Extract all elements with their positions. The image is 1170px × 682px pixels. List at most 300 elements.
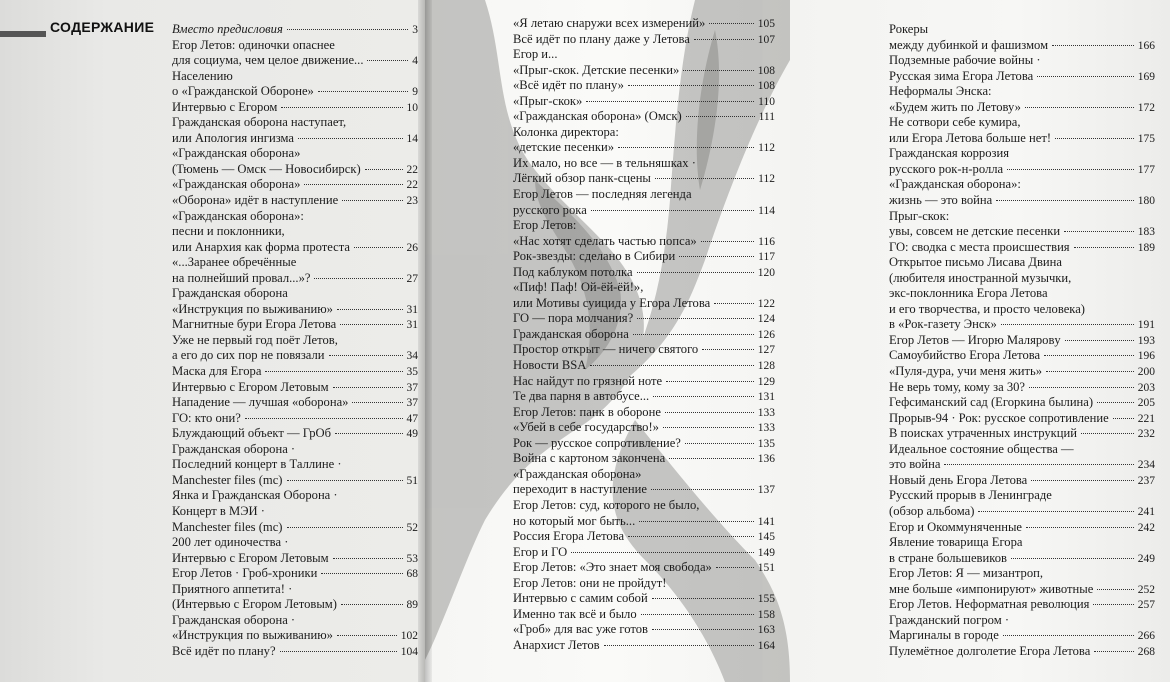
toc-entry [172,426,418,442]
toc-entry [172,395,418,411]
dot-leader [683,70,753,71]
toc-entry-title: Русская зима Егора Летова [889,68,1034,83]
dot-leader [1037,76,1134,77]
toc-entry-title: Анархист Летов [513,637,600,652]
toc-page-number: 4 [412,55,418,68]
dot-leader [1097,589,1133,590]
toc-entry-title: Егор Летов — последняя легенда [513,187,692,202]
toc-entry-title: Их мало, но все — в тельняшках · [513,155,696,170]
toc-entry [172,146,418,177]
toc-entry [172,566,418,582]
toc-entry-title: Гражданский погром · [889,612,1010,627]
toc-entry-title: Война с картоном закончена [513,451,666,466]
dot-leader [287,29,408,30]
toc-page-number: 200 [1137,366,1155,379]
toc-entry-title: «Нас хотят сделать частью попса» [513,233,697,248]
toc-entry-title: «Пуля-дура, учи меня жить» [889,364,1043,379]
toc-entry [889,115,1155,146]
toc-entry [889,380,1155,396]
toc-entry-title: Manchester files (mc) [172,519,283,534]
toc-entry-title: Гражданская коррозия [889,146,1010,161]
toc-title: СОДЕРЖАНИЕ [50,19,155,35]
dot-leader [298,138,403,139]
toc-entry-title: «Прыг-скок» [513,93,583,108]
toc-entry [513,622,775,638]
toc-entry-title: Егор и ГО [513,544,568,559]
dot-leader [669,458,754,459]
toc-entry [513,389,775,405]
toc-entry-title: русского рок-н-ролла [889,161,1004,176]
toc-entry-title: Гражданская оборона наступает, [172,115,347,130]
toc-entry-title: Вместо предисловия [172,22,283,36]
toc-entry [513,187,775,218]
toc-entry-title: Егор Летов: панк в обороне [513,404,661,419]
toc-entry [513,529,775,545]
toc-entry-title: ГО: кто они? [172,410,241,425]
toc-page-number: 193 [1137,334,1155,347]
dot-leader [304,184,402,185]
toc-entry-title: «Оборона» идёт в наступление [172,193,339,208]
toc-entry [172,535,418,566]
toc-page-number: 116 [758,235,775,248]
toc-entry-title: Егор Летов: [513,218,577,233]
toc-page-number: 252 [1137,583,1155,596]
toc-entry [172,488,418,535]
toc-entry-title: Егор и Окоммуняченные [889,519,1023,534]
dot-leader [314,278,402,279]
toc-page-number: 127 [757,344,775,357]
toc-page-number: 22 [406,179,418,192]
toc-entry [889,53,1155,84]
toc-entry [889,473,1155,489]
toc-page-number: 242 [1137,521,1155,534]
toc-page-number: 105 [757,18,775,30]
toc-entry-title: «Убей в себе государство!» [513,420,659,435]
toc-entry-title: Егор Летов: «Это знает моя свобода» [513,560,712,575]
toc-page-number: 175 [1137,132,1155,145]
toc-page-number: 108 [757,64,775,77]
dot-leader [639,521,754,522]
toc-entry-title: песни и поклонники, [172,224,285,239]
toc-entry [513,467,775,498]
toc-entry [172,286,418,317]
dot-leader [281,107,402,108]
dot-leader [652,598,754,599]
toc-page-number: 108 [757,80,775,93]
dot-leader [337,635,397,636]
toc-page-number: 131 [757,391,775,404]
toc-entry [513,327,775,343]
dot-leader [245,418,403,419]
toc-page-number: 26 [406,241,418,254]
toc-entry-title: Интервью с Егором [172,99,278,114]
toc-page-number: 126 [757,328,775,341]
toc-entry [513,47,775,78]
toc-page-number: 31 [406,303,418,316]
dot-leader [571,552,754,553]
toc-page-number: 124 [757,313,775,326]
toc-entry [889,535,1155,566]
toc-page-number: 111 [758,111,775,124]
toc-entry-title: Гражданская оборона [172,286,288,301]
toc-entry [889,488,1155,519]
toc-entry [172,582,418,613]
dot-leader [653,396,754,397]
toc-page-number: 102 [400,630,418,643]
toc-page-number: 163 [757,624,775,637]
dot-leader [352,402,402,403]
toc-entry-title: «Гражданская оборона»: [889,177,1021,192]
toc-entry-title: «Гроб» для вас уже готов [513,622,648,637]
toc-entry-title: Колонка директора: [513,124,619,139]
toc-entry [513,607,775,623]
toc-entry-title: В поисках утраченных инструкций [889,426,1078,441]
toc-page-number: 10 [406,101,418,114]
toc-entry-title: Не сотвори себе кумира, [889,115,1021,130]
toc-entry-title: между дубинкой и фашизмом [889,37,1049,52]
toc-entry-title: Самоубийство Егора Летова [889,348,1041,363]
toc-entry-title: о «Гражданской Обороне» [172,84,314,99]
toc-entry [889,566,1155,597]
toc-entry-title: или Анархия как форма протеста [172,239,350,254]
toc-entry [513,342,775,358]
toc-entry [513,109,775,125]
dot-leader [1029,387,1134,388]
toc-entry-title: Егор Летов: они не пройдут! [513,575,667,590]
dot-leader [655,178,754,179]
toc-column-left [172,22,418,659]
toc-page-number: 37 [406,381,418,394]
toc-entry [513,405,775,421]
toc-entry [889,644,1155,660]
toc-entry [513,218,775,249]
dot-leader [716,567,754,568]
toc-page-number: 232 [1137,428,1155,441]
toc-entry-title: Приятного аппетита! · [172,581,293,596]
toc-page-number: 52 [406,521,418,534]
toc-entry [172,38,418,69]
dot-leader [1081,433,1134,434]
toc-entry-title: Явление товарища Егора [889,535,1023,550]
dot-leader [637,318,754,319]
toc-entry-title: ГО: сводка с места происшествия [889,239,1070,254]
toc-entry-title: Рок — русское сопротивление? [513,435,681,450]
toc-entry-title: а его до сих пор не повязали [172,348,325,363]
toc-entry-title: мне больше «импонируют» животные [889,581,1094,596]
dot-leader [663,427,754,428]
dot-leader [1074,247,1134,248]
dot-leader [1007,169,1134,170]
toc-entry-title: жизнь — это война [889,193,993,208]
toc-entry [513,249,775,265]
dot-leader [701,241,754,242]
dot-leader [665,412,754,413]
toc-entry-title: Гражданская оборона · [172,441,296,456]
toc-entry-title: Янка и Гражданская Оборона · [172,488,338,503]
toc-page-number: 27 [406,272,418,285]
dot-leader [604,645,754,646]
toc-page-number: 49 [406,428,418,441]
toc-entry [889,84,1155,115]
toc-entry-title: «Гражданская оборона» (Омск) [513,109,682,124]
toc-page-number: 241 [1137,505,1155,518]
toc-entry-title: Егор Летов · Гроб-хроники [172,566,318,581]
toc-entry-title: Магнитные бури Егора Летова [172,317,337,332]
dot-leader [591,210,754,211]
dot-leader [1055,138,1134,139]
toc-entry [172,100,418,116]
dot-leader [714,303,754,304]
dot-leader [1001,324,1134,325]
toc-entry [513,358,775,374]
toc-entry-title: Рок-звезды: сделано в Сибири [513,249,676,264]
toc-entry-title: Уже не первый год поёт Летов, [172,332,338,347]
toc-entry [513,16,775,32]
toc-entry [172,613,418,644]
toc-page-number: 169 [1137,70,1155,83]
toc-entry-title: Лёгкий обзор панк-сцены [513,171,651,186]
toc-page-number: 172 [1137,101,1155,114]
toc-page-number: 129 [757,375,775,388]
toc-page-number: 234 [1137,459,1155,472]
toc-entry [513,311,775,327]
toc-page-number: 191 [1137,319,1155,332]
dot-leader [287,480,403,481]
dot-leader [1052,45,1134,46]
toc-page-number: 145 [757,531,775,544]
toc-page-number: 266 [1137,630,1155,643]
toc-page-number: 149 [757,546,775,559]
toc-entry [172,255,418,286]
dot-leader [342,200,402,201]
toc-entry-title: Неформалы Энска: [889,84,992,99]
toc-entry [513,32,775,48]
toc-entry-title: Нападение — лучшая «оборона» [172,395,349,410]
toc-page-number: 237 [1137,474,1155,487]
dot-leader [628,536,754,537]
toc-page-number: 22 [406,163,418,176]
toc-entry-title: «детские песенки» [513,140,615,155]
toc-page-number: 249 [1137,552,1155,565]
dot-leader [1097,402,1134,403]
toc-entry [172,411,418,427]
toc-entry-title: Manchester files (mc) [172,472,283,487]
toc-column-right [889,22,1155,659]
toc-entry [513,451,775,467]
dot-leader [335,433,402,434]
dot-leader [365,169,403,170]
toc-page-number: 155 [757,593,775,606]
toc-page-number: 68 [406,568,418,581]
dot-leader [318,91,408,92]
toc-entry [172,69,418,100]
toc-entry-title: экс-поклонника Егора Летова [889,286,1048,301]
toc-page-number: 47 [406,412,418,425]
toc-page-number: 183 [1137,226,1155,239]
dot-leader [1031,480,1134,481]
toc-entry-title: увы, совсем не детские песенки [889,224,1061,239]
dot-leader [978,511,1133,512]
toc-page-number: 203 [1137,381,1155,394]
toc-entry [889,442,1155,473]
toc-entry [889,411,1155,427]
toc-page-number: 117 [758,251,775,264]
dot-leader [333,387,403,388]
toc-page-number: 110 [758,95,775,108]
toc-entry [513,420,775,436]
toc-entry-title: русского рока [513,202,587,217]
toc-entry-title: Егор и... [513,47,558,62]
toc-entry-title: Интервью с самим собой [513,591,648,606]
toc-entry-title: Русский прорыв в Ленинграде [889,488,1052,503]
toc-entry [172,380,418,396]
dot-leader [686,116,755,117]
toc-entry-title: (любителя иностранной музычки, [889,270,1072,285]
toc-entry [889,177,1155,208]
toc-entry-title: Гражданская оборона [513,326,629,341]
toc-page-number: 177 [1137,163,1155,176]
dot-leader [1011,558,1134,559]
toc-entry-title: Всё идёт по плану даже у Летова [513,31,690,46]
dot-leader [651,489,754,490]
toc-page-number: 158 [757,608,775,621]
toc-page-number: 141 [757,515,775,528]
toc-entry-title: Маргиналы в городе [889,628,999,643]
dot-leader [628,85,754,86]
dot-leader [641,614,754,615]
toc-page-number: 9 [412,86,418,99]
toc-entry-title: переходит в наступление [513,482,647,497]
toc-page-number: 14 [406,132,418,145]
dot-leader [652,629,754,630]
toc-entry-title: для социума, чем целое движение... [172,53,364,68]
toc-page-number: 120 [757,266,775,279]
toc-entry-title: это война [889,457,941,472]
toc-page-number: 112 [758,173,775,186]
toc-entry-title: Егор Летов. Неформатная революция [889,597,1090,612]
dot-leader [333,558,403,559]
toc-entry-title: Егор Летов: Я — мизантроп, [889,566,1044,581]
toc-entry-title: в «Рок-газету Энск» [889,317,997,332]
toc-entry [889,240,1155,256]
toc-entry-title: Интервью с Егором Летовым [172,379,329,394]
toc-entry-title: но который мог быть... [513,513,636,528]
toc-entry-title: Егор Летов: суд, которого не было, [513,497,700,512]
toc-page-number: 136 [757,453,775,466]
toc-entry [172,317,418,333]
dot-leader [1026,527,1134,528]
toc-page-number: 89 [406,599,418,612]
toc-page-number: 133 [757,422,775,435]
toc-entry-title: Те два парня в автобусе... [513,389,650,404]
header-rule [0,31,46,37]
dot-leader [633,334,754,335]
toc-page-number: 257 [1137,599,1155,612]
toc-page-number: 133 [757,406,775,419]
toc-entry-title: Рокеры [889,22,929,36]
dot-leader [1003,635,1134,636]
toc-entry-title: «Гражданская оборона» [172,177,301,192]
toc-entry [889,348,1155,364]
dot-leader [1065,340,1134,341]
toc-page-number: 53 [406,552,418,565]
dot-leader [679,256,754,257]
toc-entry-title: «Прыг-скок. Детские песенки» [513,62,680,77]
toc-entry [513,638,775,654]
toc-entry [889,426,1155,442]
dot-leader [367,60,408,61]
toc-page-number: 31 [406,319,418,332]
dot-leader [1093,604,1133,605]
toc-entry-title: «Всё идёт по плану» [513,78,624,93]
toc-entry-title: Блуждающий объект — ГрОб [172,426,332,441]
toc-entry-title: «Инструкция по выживанию» [172,628,333,643]
toc-entry [889,209,1155,240]
dot-leader [265,371,402,372]
dot-leader [685,443,754,444]
toc-entry [513,265,775,281]
toc-page-number: 180 [1137,195,1155,208]
toc-entry [513,156,775,187]
toc-entry-title: (обзор альбома) [889,503,975,518]
toc-page-number: 23 [406,195,418,208]
toc-entry [172,22,418,38]
dot-leader [1025,107,1134,108]
toc-entry-title: Интервью с Егором Летовым [172,550,329,565]
toc-page-number: 196 [1137,350,1155,363]
toc-entry-title: в стране большевиков [889,550,1007,565]
toc-page-number: 37 [406,397,418,410]
toc-page-number: 151 [757,562,775,575]
toc-entry-title: Открытое письмо Лисава Двина [889,255,1062,270]
toc-entry-title: Нас найдут по грязной ноте [513,373,663,388]
toc-entry [889,613,1155,644]
toc-page-number: 112 [758,142,775,155]
dot-leader [1064,231,1134,232]
toc-entry-title: Егор Летов — Игорю Маляровy [889,332,1061,347]
toc-entry [889,255,1155,333]
toc-page-number: 205 [1137,397,1155,410]
toc-entry [513,94,775,110]
toc-entry-title: Подземные рабочие войны · [889,53,1041,68]
toc-page-number: 114 [758,204,775,217]
dot-leader [280,651,397,652]
toc-entry [889,146,1155,177]
toc-entry-title: Последний концерт в Таллине · [172,457,342,472]
toc-column-middle [513,16,775,653]
dot-leader [709,23,753,24]
toc-entry-title: «Гражданская оборона»: [172,208,304,223]
toc-entry-title: Простор открыт — ничего святого [513,342,699,357]
toc-page-number: 104 [400,645,418,658]
toc-entry [889,22,1155,53]
toc-entry-title: 200 лет одиночества · [172,535,289,550]
toc-entry-title: «Гражданская оборона» [513,466,642,481]
toc-entry-title: и его творчества, и просто человека) [889,301,1086,316]
toc-entry [172,115,418,146]
dot-leader [694,39,754,40]
toc-entry-title: «Гражданская оборона» [172,146,301,161]
toc-header [50,19,162,35]
toc-entry-title: Новости BSA [513,358,587,373]
toc-entry [889,333,1155,349]
toc-entry [889,395,1155,411]
toc-entry-title: Под каблуком потолка [513,264,633,279]
toc-entry [513,280,775,311]
dot-leader [590,365,753,366]
dot-leader [637,272,754,273]
toc-page-number: 137 [757,484,775,497]
